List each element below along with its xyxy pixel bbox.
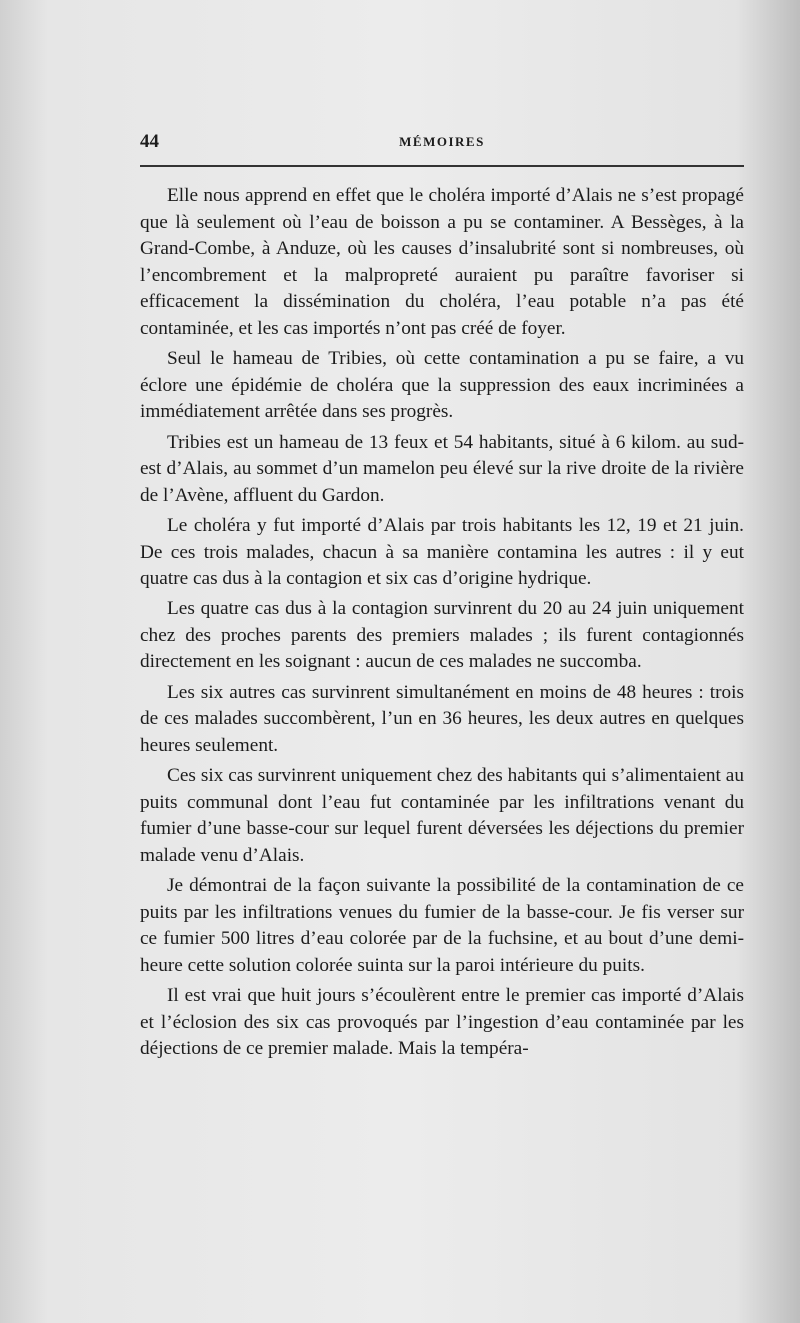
paragraph: Les quatre cas dus à la contagion survinrent du 20 au 24 juin uniquement chez des proches parents des premiers malades ; ils furent contagionnés directement en les soignant : aucun de ces malades ne succomba. <box>140 598 744 673</box>
running-head: MÉMOIRES <box>399 134 485 149</box>
paragraph: Ces six cas survinrent uniquement chez des habitants qui s’alimentaient au puits communal dont l’eau fut contaminée par les infiltrations venant du fumier d’une basse-cour sur lequel furent déversées les déjections du premier malade venu d’Alais. <box>140 765 744 866</box>
page-number: 44 <box>140 131 159 152</box>
paragraph: Seul le hameau de Tribies, où cette contamination a pu se faire, a vu éclore une épidémie de choléra que la suppression des eaux incriminées a immédiatement arrêtée dans ses progrès. <box>140 348 744 423</box>
header-rule <box>140 165 744 167</box>
paragraph: Les six autres cas survinrent simultanément en moins de 48 heures : trois de ces malades succombèrent, l’un en 36 heures, les deux autres en quelques heures seulement. <box>140 681 744 756</box>
paragraph: Je démontrai de la façon suivante la possibilité de la contamination de ce puits par les infiltrations venues du fumier de la basse-cour. Je fis verser sur ce fumier 500 litres d’eau colorée par de la fuchsine, et au bout d’une demi-heure cette solution colorée suinta sur la paroi intérieure du puits. <box>140 875 744 976</box>
page-header <box>140 131 744 155</box>
paragraph: Elle nous apprend en effet que le choléra importé d’Alais ne s’est propagé que là seulement où l’eau de boisson a pu se contaminer. A Bessèges, à la Grand-Combe, à Anduze, où les causes d’insalubrité sont si nombreuses, où l’encombrement et la malpropreté auraient pu paraître favoriser si efficacement la dissémination du choléra, l’eau potable n’a pas été contaminée, et les cas importés n’ont pas créé de foyer. <box>140 185 744 339</box>
paragraph: Le choléra y fut importé d’Alais par trois habitants les 12, 19 et 21 juin. De ces trois malades, chacun à sa manière contamina les autres : il y eut quatre cas dus à la contagion et six cas d’origine hydrique. <box>140 514 744 590</box>
body-text <box>140 183 744 1066</box>
paragraph: Tribies est un hameau de 13 feux et 54 habitants, situé à 6 kilom. au sud-est d’Alais, au sommet d’un mamelon peu élevé sur la rive droite de la rivière de l’Avène, affluent du Gardon. <box>140 431 744 506</box>
paragraph: Il est vrai que huit jours s’écoulèrent entre le premier cas importé d’Alais et l’éclosion des six cas provoqués par l’ingestion d’eau contaminée par les déjections de ce premier malade. Mais la tempéra- <box>140 984 744 1060</box>
